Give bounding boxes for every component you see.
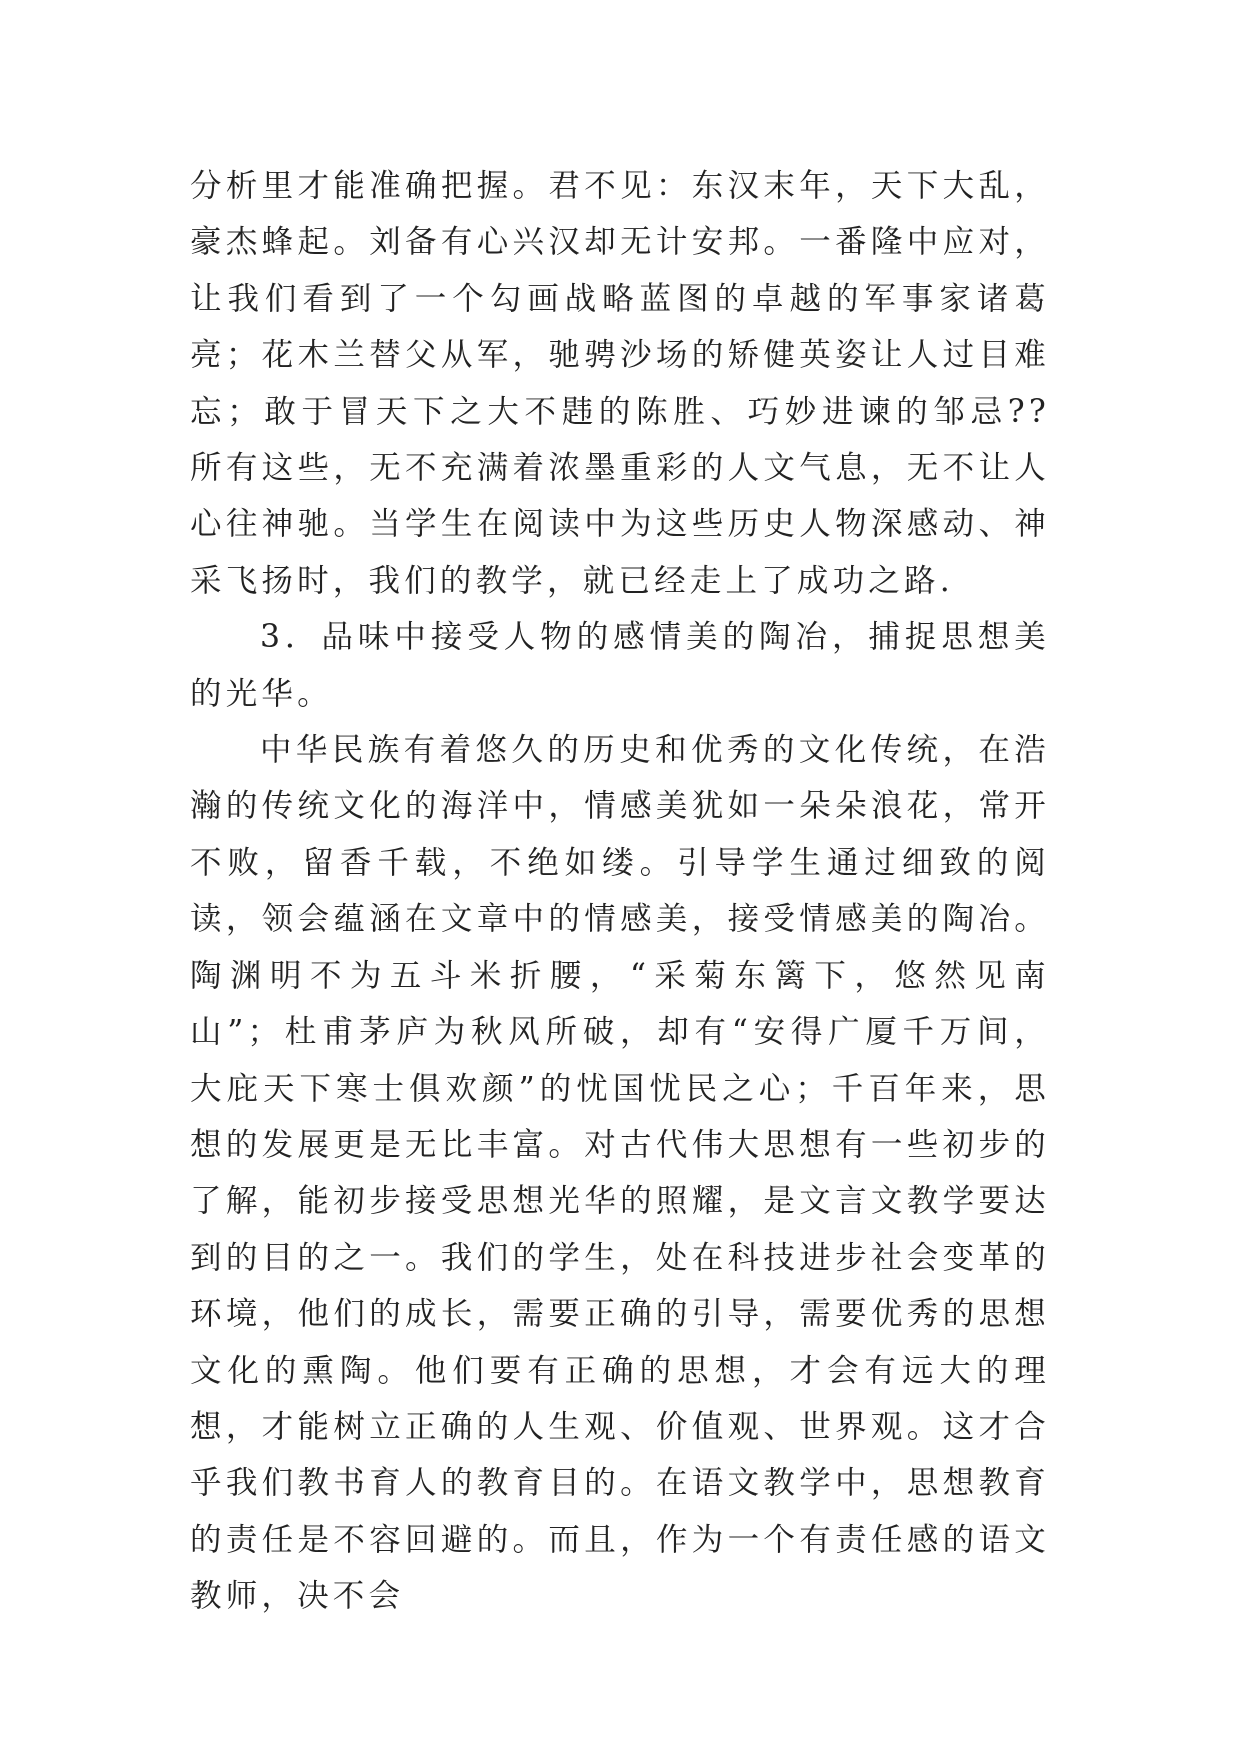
body-text bbox=[190, 158, 1050, 1625]
paragraph-emotional-beauty: 中华民族有着悠久的历史和优秀的文化传统，在浩瀚的传统文化的海洋中，情感美犹如一朵朵浪花，常开不败，留香千载，不绝如缕。引导学生通过细致的阅读，领会蕴涵在文章中的情感美，接受情感美的陶冶。陶渊明不为五斗米折腰，“采菊东篱下，悠然见南山”；杜甫茅庐为秋风所破，却有“安得广厦千万间，大庇天下寒士俱欢颜”的忧国忧民之心；千百年来，思想的发展更是无比丰富。对古代伟大思想有一些初步的了解，能初步接受思想光华的照耀，是文言文教学要达到的目的之一。我们的学生，处在科技进步社会变革的环境，他们的成长，需要正确的引导，需要优秀的思想文化的熏陶。他们要有正确的思想，才会有远大的理想，才能树立正确的人生观、价值观、世界观。这才合乎我们教书育人的教育目的。在语文教学中，思想教育的责任是不容回避的。而且，作为一个有责任感的语文教师，决不会 bbox=[190, 732, 1050, 1615]
paragraph-continuation: 分析里才能准确把握。君不见：东汉末年，天下大乱，豪杰蜂起。刘备有心兴汉却无计安邦。一番隆中应对，让我们看到了一个勾画战略蓝图的卓越的军事家诸葛亮；花木兰替父从军，驰骋沙场的矫健英姿让人过目难忘；敢于冒天下之大不韪的陈胜、巧妙进谏的邹忌??所有这些，无不充满着浓墨重彩的人文气息，无不让人心往神驰。当学生在阅读中为这些历史人物深感动、神采飞扬时，我们的教学，就已经走上了成功之路. bbox=[190, 168, 1050, 599]
section-heading-3: 3．品味中接受人物的感情美的陶冶，捕捉思想美的光华。 bbox=[190, 619, 1050, 712]
